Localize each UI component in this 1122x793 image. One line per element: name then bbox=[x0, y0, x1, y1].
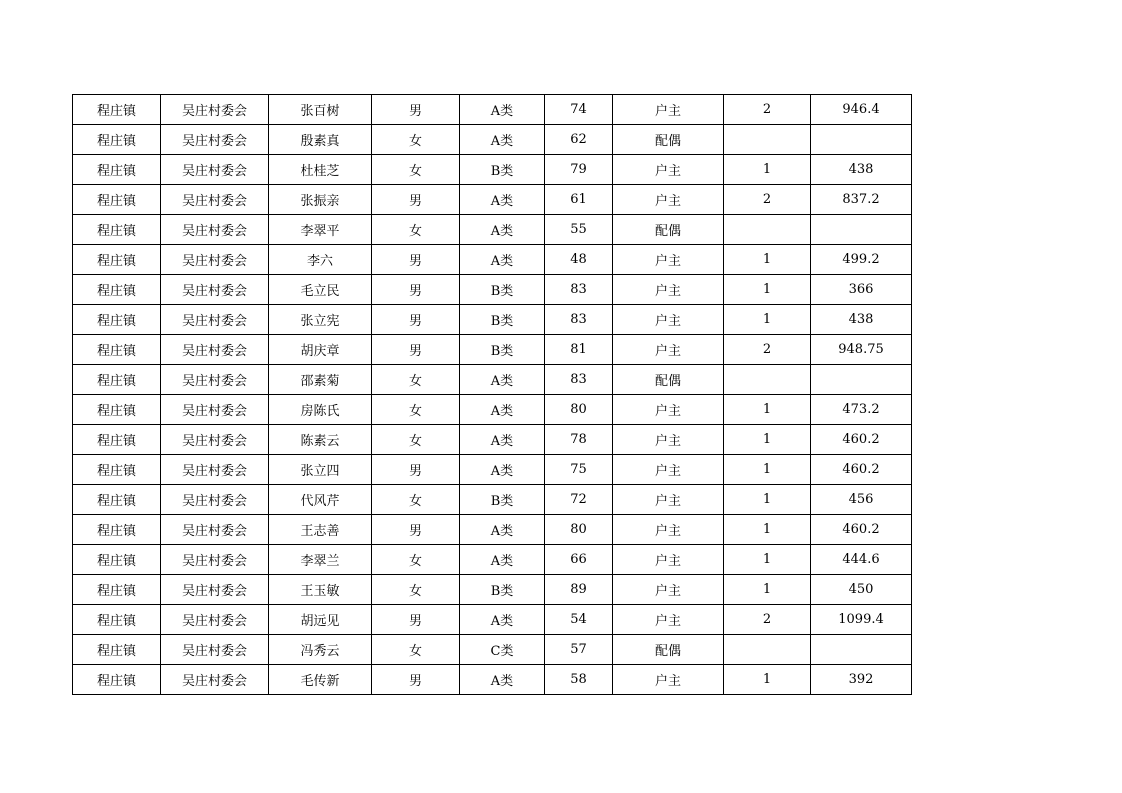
table-row bbox=[73, 455, 912, 485]
gender-cell: 男 bbox=[372, 605, 460, 635]
town-cell: 程庄镇 bbox=[73, 455, 161, 485]
gender-cell: 女 bbox=[372, 215, 460, 245]
town-cell: 程庄镇 bbox=[73, 575, 161, 605]
age-cell: 54 bbox=[545, 605, 613, 635]
age-cell: 62 bbox=[545, 125, 613, 155]
village-committee-cell: 吴庄村委会 bbox=[161, 335, 269, 365]
table-row bbox=[73, 545, 912, 575]
relation-cell: 户主 bbox=[613, 455, 724, 485]
category-cell: B类 bbox=[460, 275, 545, 305]
category-cell: A类 bbox=[460, 395, 545, 425]
amount-cell: 444.6 bbox=[811, 545, 912, 575]
age-cell: 78 bbox=[545, 425, 613, 455]
relation-cell: 配偶 bbox=[613, 365, 724, 395]
relation-cell: 户主 bbox=[613, 95, 724, 125]
table-row bbox=[73, 215, 912, 245]
category-cell: A类 bbox=[460, 425, 545, 455]
amount-cell: 392 bbox=[811, 665, 912, 695]
village-committee-cell: 吴庄村委会 bbox=[161, 545, 269, 575]
table-row bbox=[73, 275, 912, 305]
gender-cell: 男 bbox=[372, 185, 460, 215]
table-row bbox=[73, 575, 912, 605]
table-row bbox=[73, 185, 912, 215]
town-cell: 程庄镇 bbox=[73, 635, 161, 665]
village-committee-cell: 吴庄村委会 bbox=[161, 515, 269, 545]
gender-cell: 男 bbox=[372, 665, 460, 695]
town-cell: 程庄镇 bbox=[73, 335, 161, 365]
amount-cell bbox=[811, 365, 912, 395]
household-count-cell: 1 bbox=[724, 485, 811, 515]
age-cell: 81 bbox=[545, 335, 613, 365]
relation-cell: 户主 bbox=[613, 335, 724, 365]
relation-cell: 户主 bbox=[613, 515, 724, 545]
category-cell: A类 bbox=[460, 125, 545, 155]
table-row bbox=[73, 635, 912, 665]
town-cell: 程庄镇 bbox=[73, 95, 161, 125]
category-cell: A类 bbox=[460, 95, 545, 125]
table-row bbox=[73, 665, 912, 695]
household-count-cell bbox=[724, 635, 811, 665]
category-cell: A类 bbox=[460, 455, 545, 485]
relation-cell: 配偶 bbox=[613, 635, 724, 665]
relation-cell: 户主 bbox=[613, 485, 724, 515]
age-cell: 75 bbox=[545, 455, 613, 485]
age-cell: 61 bbox=[545, 185, 613, 215]
amount-cell: 1099.4 bbox=[811, 605, 912, 635]
name-cell: 毛传新 bbox=[269, 665, 372, 695]
relation-cell: 户主 bbox=[613, 275, 724, 305]
gender-cell: 男 bbox=[372, 335, 460, 365]
age-cell: 83 bbox=[545, 305, 613, 335]
name-cell: 张百树 bbox=[269, 95, 372, 125]
category-cell: B类 bbox=[460, 155, 545, 185]
gender-cell: 女 bbox=[372, 575, 460, 605]
amount-cell bbox=[811, 125, 912, 155]
amount-cell: 438 bbox=[811, 155, 912, 185]
village-committee-cell: 吴庄村委会 bbox=[161, 635, 269, 665]
age-cell: 66 bbox=[545, 545, 613, 575]
name-cell: 李六 bbox=[269, 245, 372, 275]
household-count-cell bbox=[724, 215, 811, 245]
amount-cell: 366 bbox=[811, 275, 912, 305]
amount-cell: 456 bbox=[811, 485, 912, 515]
amount-cell: 438 bbox=[811, 305, 912, 335]
gender-cell: 男 bbox=[372, 275, 460, 305]
category-cell: A类 bbox=[460, 605, 545, 635]
category-cell: B类 bbox=[460, 485, 545, 515]
name-cell: 殷素真 bbox=[269, 125, 372, 155]
table-body bbox=[73, 95, 912, 695]
household-count-cell: 1 bbox=[724, 155, 811, 185]
amount-cell: 450 bbox=[811, 575, 912, 605]
village-committee-cell: 吴庄村委会 bbox=[161, 215, 269, 245]
name-cell: 冯秀云 bbox=[269, 635, 372, 665]
name-cell: 张立宪 bbox=[269, 305, 372, 335]
relation-cell: 户主 bbox=[613, 665, 724, 695]
age-cell: 83 bbox=[545, 365, 613, 395]
household-count-cell: 2 bbox=[724, 95, 811, 125]
amount-cell: 460.2 bbox=[811, 455, 912, 485]
town-cell: 程庄镇 bbox=[73, 305, 161, 335]
gender-cell: 女 bbox=[372, 635, 460, 665]
household-count-cell: 2 bbox=[724, 605, 811, 635]
village-committee-cell: 吴庄村委会 bbox=[161, 125, 269, 155]
table-row bbox=[73, 515, 912, 545]
household-count-cell: 1 bbox=[724, 545, 811, 575]
household-count-cell: 1 bbox=[724, 305, 811, 335]
town-cell: 程庄镇 bbox=[73, 185, 161, 215]
category-cell: C类 bbox=[460, 635, 545, 665]
household-count-cell bbox=[724, 365, 811, 395]
relation-cell: 配偶 bbox=[613, 125, 724, 155]
name-cell: 陈素云 bbox=[269, 425, 372, 455]
household-count-cell: 2 bbox=[724, 335, 811, 365]
category-cell: B类 bbox=[460, 305, 545, 335]
table-row bbox=[73, 485, 912, 515]
household-count-cell: 1 bbox=[724, 665, 811, 695]
age-cell: 79 bbox=[545, 155, 613, 185]
household-count-cell bbox=[724, 125, 811, 155]
category-cell: A类 bbox=[460, 245, 545, 275]
relation-cell: 户主 bbox=[613, 425, 724, 455]
household-count-cell: 2 bbox=[724, 185, 811, 215]
table-row bbox=[73, 365, 912, 395]
household-count-cell: 1 bbox=[724, 395, 811, 425]
household-count-cell: 1 bbox=[724, 515, 811, 545]
gender-cell: 女 bbox=[372, 485, 460, 515]
gender-cell: 女 bbox=[372, 425, 460, 455]
name-cell: 李翠平 bbox=[269, 215, 372, 245]
category-cell: A类 bbox=[460, 215, 545, 245]
gender-cell: 男 bbox=[372, 515, 460, 545]
category-cell: A类 bbox=[460, 185, 545, 215]
name-cell: 张振亲 bbox=[269, 185, 372, 215]
table-row bbox=[73, 155, 912, 185]
village-committee-cell: 吴庄村委会 bbox=[161, 95, 269, 125]
town-cell: 程庄镇 bbox=[73, 155, 161, 185]
town-cell: 程庄镇 bbox=[73, 395, 161, 425]
town-cell: 程庄镇 bbox=[73, 245, 161, 275]
relation-cell: 配偶 bbox=[613, 215, 724, 245]
household-count-cell: 1 bbox=[724, 425, 811, 455]
relation-cell: 户主 bbox=[613, 575, 724, 605]
age-cell: 80 bbox=[545, 395, 613, 425]
data-table bbox=[72, 94, 912, 695]
name-cell: 胡庆章 bbox=[269, 335, 372, 365]
relation-cell: 户主 bbox=[613, 305, 724, 335]
town-cell: 程庄镇 bbox=[73, 275, 161, 305]
town-cell: 程庄镇 bbox=[73, 425, 161, 455]
table-row bbox=[73, 335, 912, 365]
category-cell: A类 bbox=[460, 665, 545, 695]
age-cell: 48 bbox=[545, 245, 613, 275]
age-cell: 83 bbox=[545, 275, 613, 305]
amount-cell: 946.4 bbox=[811, 95, 912, 125]
amount-cell: 948.75 bbox=[811, 335, 912, 365]
age-cell: 80 bbox=[545, 515, 613, 545]
age-cell: 57 bbox=[545, 635, 613, 665]
household-count-cell: 1 bbox=[724, 575, 811, 605]
gender-cell: 女 bbox=[372, 545, 460, 575]
name-cell: 张立四 bbox=[269, 455, 372, 485]
age-cell: 89 bbox=[545, 575, 613, 605]
relation-cell: 户主 bbox=[613, 605, 724, 635]
household-count-cell: 1 bbox=[724, 455, 811, 485]
name-cell: 胡远见 bbox=[269, 605, 372, 635]
age-cell: 72 bbox=[545, 485, 613, 515]
table-row bbox=[73, 125, 912, 155]
amount-cell bbox=[811, 215, 912, 245]
name-cell: 李翠兰 bbox=[269, 545, 372, 575]
town-cell: 程庄镇 bbox=[73, 365, 161, 395]
relation-cell: 户主 bbox=[613, 395, 724, 425]
gender-cell: 女 bbox=[372, 365, 460, 395]
gender-cell: 女 bbox=[372, 395, 460, 425]
table-row bbox=[73, 395, 912, 425]
table-row bbox=[73, 245, 912, 275]
name-cell: 王志善 bbox=[269, 515, 372, 545]
amount-cell: 499.2 bbox=[811, 245, 912, 275]
town-cell: 程庄镇 bbox=[73, 665, 161, 695]
category-cell: A类 bbox=[460, 545, 545, 575]
household-count-cell: 1 bbox=[724, 275, 811, 305]
village-committee-cell: 吴庄村委会 bbox=[161, 395, 269, 425]
amount-cell: 460.2 bbox=[811, 515, 912, 545]
village-committee-cell: 吴庄村委会 bbox=[161, 485, 269, 515]
table-row bbox=[73, 425, 912, 455]
town-cell: 程庄镇 bbox=[73, 125, 161, 155]
gender-cell: 女 bbox=[372, 155, 460, 185]
household-count-cell: 1 bbox=[724, 245, 811, 275]
village-committee-cell: 吴庄村委会 bbox=[161, 455, 269, 485]
village-committee-cell: 吴庄村委会 bbox=[161, 665, 269, 695]
category-cell: B类 bbox=[460, 575, 545, 605]
gender-cell: 女 bbox=[372, 125, 460, 155]
village-committee-cell: 吴庄村委会 bbox=[161, 185, 269, 215]
name-cell: 王玉敏 bbox=[269, 575, 372, 605]
category-cell: A类 bbox=[460, 515, 545, 545]
town-cell: 程庄镇 bbox=[73, 515, 161, 545]
table-row bbox=[73, 305, 912, 335]
relation-cell: 户主 bbox=[613, 155, 724, 185]
village-committee-cell: 吴庄村委会 bbox=[161, 425, 269, 455]
name-cell: 邵素菊 bbox=[269, 365, 372, 395]
name-cell: 房陈氏 bbox=[269, 395, 372, 425]
age-cell: 58 bbox=[545, 665, 613, 695]
town-cell: 程庄镇 bbox=[73, 485, 161, 515]
name-cell: 毛立民 bbox=[269, 275, 372, 305]
village-committee-cell: 吴庄村委会 bbox=[161, 575, 269, 605]
village-committee-cell: 吴庄村委会 bbox=[161, 245, 269, 275]
table-row bbox=[73, 605, 912, 635]
village-committee-cell: 吴庄村委会 bbox=[161, 305, 269, 335]
name-cell: 代风芹 bbox=[269, 485, 372, 515]
name-cell: 杜桂芝 bbox=[269, 155, 372, 185]
town-cell: 程庄镇 bbox=[73, 545, 161, 575]
gender-cell: 男 bbox=[372, 245, 460, 275]
relation-cell: 户主 bbox=[613, 185, 724, 215]
amount-cell: 460.2 bbox=[811, 425, 912, 455]
age-cell: 74 bbox=[545, 95, 613, 125]
gender-cell: 男 bbox=[372, 305, 460, 335]
table-row bbox=[73, 95, 912, 125]
village-committee-cell: 吴庄村委会 bbox=[161, 605, 269, 635]
category-cell: A类 bbox=[460, 365, 545, 395]
amount-cell: 473.2 bbox=[811, 395, 912, 425]
category-cell: B类 bbox=[460, 335, 545, 365]
amount-cell bbox=[811, 635, 912, 665]
age-cell: 55 bbox=[545, 215, 613, 245]
town-cell: 程庄镇 bbox=[73, 215, 161, 245]
village-committee-cell: 吴庄村委会 bbox=[161, 155, 269, 185]
village-committee-cell: 吴庄村委会 bbox=[161, 275, 269, 305]
relation-cell: 户主 bbox=[613, 545, 724, 575]
village-committee-cell: 吴庄村委会 bbox=[161, 365, 269, 395]
amount-cell: 837.2 bbox=[811, 185, 912, 215]
gender-cell: 男 bbox=[372, 455, 460, 485]
gender-cell: 男 bbox=[372, 95, 460, 125]
relation-cell: 户主 bbox=[613, 245, 724, 275]
town-cell: 程庄镇 bbox=[73, 605, 161, 635]
